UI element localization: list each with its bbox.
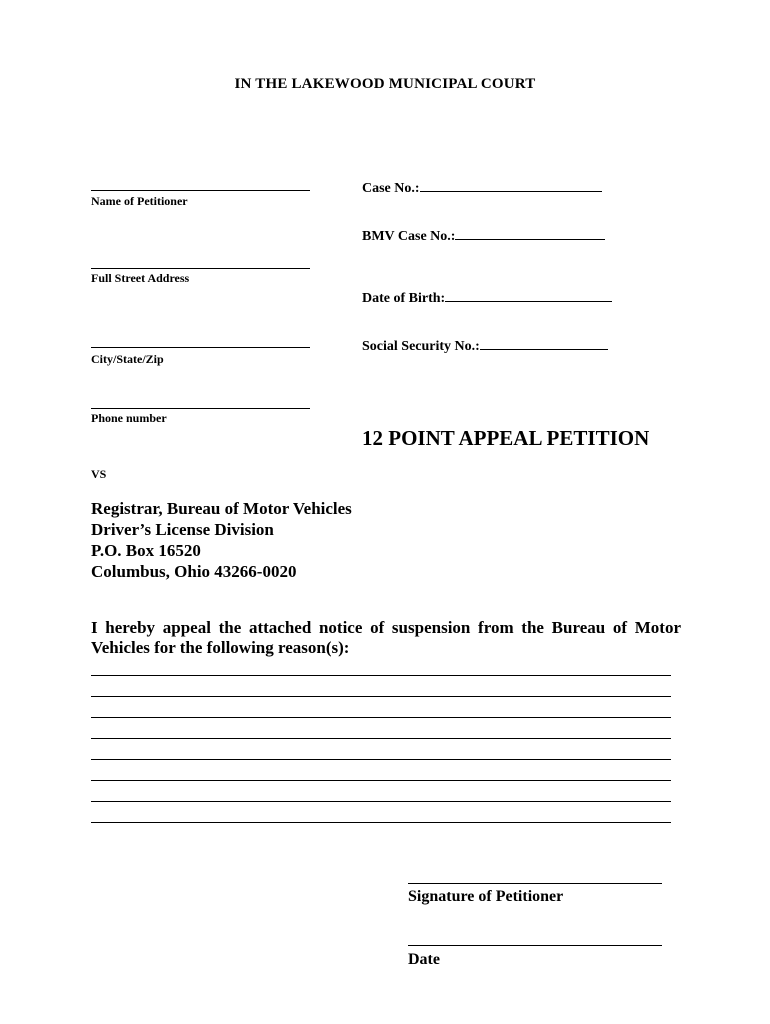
respondent-address — [91, 498, 352, 582]
reason-line[interactable] — [91, 717, 671, 718]
reason-line[interactable] — [91, 738, 671, 739]
document-title: 12 POINT APPEAL PETITION — [362, 426, 650, 450]
reason-line[interactable] — [91, 801, 671, 802]
address-line: P.O. Box 16520 — [91, 541, 201, 560]
street-address-label: Full Street Address — [91, 271, 190, 285]
case-no-line[interactable] — [420, 177, 602, 192]
case-no-field — [362, 177, 602, 197]
reason-line[interactable] — [91, 696, 671, 697]
street-address-line[interactable] — [91, 268, 310, 269]
reason-line[interactable] — [91, 822, 671, 823]
vs-label: VS — [91, 467, 107, 481]
city-state-zip-line[interactable] — [91, 347, 310, 348]
case-no-label: Case No.: — [362, 181, 420, 196]
date-line[interactable] — [408, 945, 662, 946]
signature-line[interactable] — [408, 883, 662, 884]
ssn-line[interactable] — [480, 335, 608, 350]
date-of-birth-field — [362, 287, 612, 307]
phone-number-line[interactable] — [91, 408, 310, 409]
petitioner-name-line[interactable] — [91, 190, 310, 191]
address-line: Columbus, Ohio 43266-0020 — [91, 562, 297, 581]
reason-line[interactable] — [91, 780, 671, 781]
appeal-statement: I hereby appeal the attached notice of suspension from the Bureau of Motor Vehicles for the following reason(s): — [91, 618, 681, 657]
ssn-field — [362, 335, 608, 355]
ssn-label: Social Security No.: — [362, 339, 480, 354]
phone-number-label: Phone number — [91, 411, 167, 425]
reason-line[interactable] — [91, 759, 671, 760]
signature-label: Signature of Petitioner — [408, 888, 564, 905]
bmv-case-no-line[interactable] — [455, 225, 605, 240]
court-title: IN THE LAKEWOOD MUNICIPAL COURT — [234, 76, 536, 92]
reason-line[interactable] — [91, 675, 671, 676]
address-line: Driver’s License Division — [91, 520, 274, 539]
petitioner-name-label: Name of Petitioner — [91, 194, 188, 208]
city-state-zip-label: City/State/Zip — [91, 352, 164, 366]
bmv-case-no-label: BMV Case No.: — [362, 229, 456, 244]
bmv-case-no-field — [362, 225, 605, 245]
date-label: Date — [408, 951, 440, 968]
date-of-birth-label: Date of Birth: — [362, 291, 446, 306]
date-of-birth-line[interactable] — [445, 287, 612, 302]
address-line: Registrar, Bureau of Motor Vehicles — [91, 499, 352, 518]
